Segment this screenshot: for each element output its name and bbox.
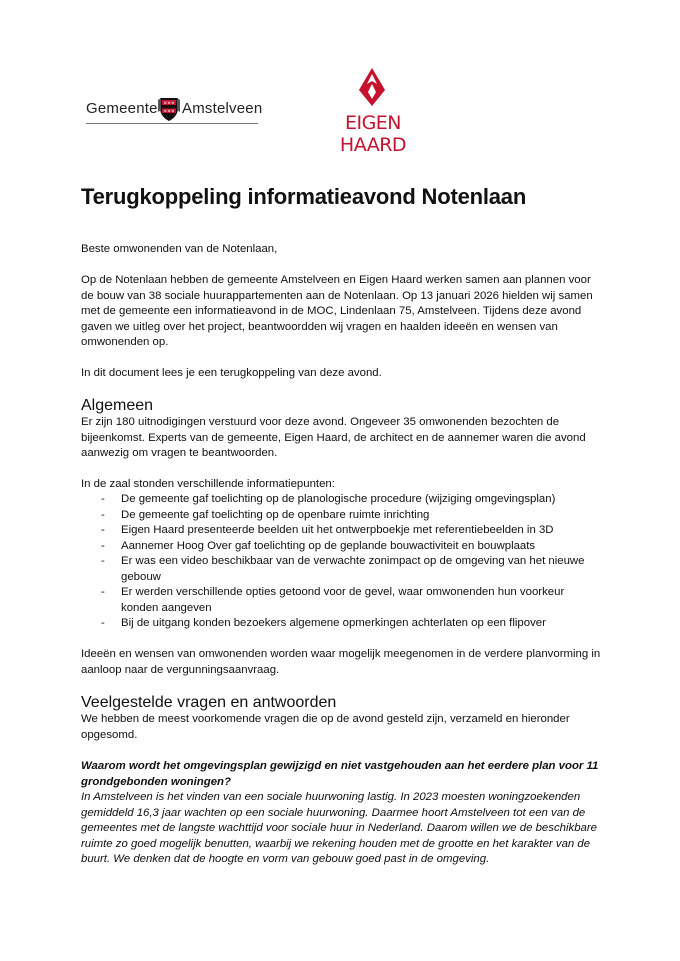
- list-item-text: Eigen Haard presenteerde beelden uit het ontwerpboekje met referentiebeelden in 3D: [121, 524, 554, 536]
- logo-underline: [86, 123, 258, 124]
- algemeen-closing: Ideeën en wensen van omwonenden worden waar mogelijk meegenomen in de verdere planvorming in aanloop naar de vergunningsaanvraag.: [81, 648, 601, 676]
- section-heading-faq: Veelgestelde vragen en antwoorden: [81, 694, 337, 711]
- list-item-text: Er werden verschillende opties getoond voor de gevel, waar omwonenden hun voorkeur konden aangeven: [121, 586, 565, 614]
- bullet-dash: -: [101, 508, 105, 521]
- coat-of-arms-icon: [158, 96, 180, 122]
- list-item-text: De gemeente gaf toelichting op de openbare ruimte inrichting: [121, 508, 430, 521]
- logo-text-amstelveen: Amstelveen: [182, 100, 263, 117]
- list-item: [81, 585, 601, 616]
- bullet-dash: -: [101, 586, 105, 598]
- svg-text:✕✕✕: ✕✕✕: [163, 101, 175, 107]
- faq-answer-1: In Amstelveen is het vinden van een sociale huurwoning lastig. In 2023 moesten woningzoekenden gemiddeld 16,3 jaar wachten op een sociale huurwoning. Daarmee hoort Amstelveen tot een van de gemeentes met de langste wachttijd voor sociale huur in Nederland. Daarom willen we de beschikbare ruimte zo goed mogelijk benutten, waarbij we rekening houden met de grootte en het karakter van de buurt. We denken dat de hoogte en vorm van gebouw goed past in de omgeving.: [81, 791, 598, 865]
- eigen-haard-logo: [311, 68, 435, 156]
- list-item: [81, 616, 601, 632]
- faq-intro: We hebben de meest voorkomende vragen die op de avond gesteld zijn, verzameld en hieronder opgesomd.: [81, 713, 570, 741]
- intro-closing: In dit document lees je een terugkoppeling van deze avond.: [81, 367, 382, 379]
- bullet-dash: -: [101, 524, 105, 536]
- flame-icon: [359, 68, 385, 106]
- list-item-text: Bij de uitgang konden bezoekers algemene opmerkingen achterlaten op een flipover: [121, 617, 546, 629]
- list-item-text: De gemeente gaf toelichting op de planologische procedure (wijziging omgevingsplan): [121, 493, 556, 505]
- algemeen-paragraph: Er zijn 180 uitnodigingen verstuurd voor deze avond. Ongeveer 35 omwonenden bezochten de bijeenkomst. Experts van de gemeente, Eigen Haard, de architect en de aannemer waren die avond aanwezig om vragen te beantwoorden.: [81, 416, 586, 459]
- bullet-dash: -: [101, 539, 105, 552]
- page-title: Terugkoppeling informatieavond Notenlaan: [81, 184, 527, 209]
- bullet-dash: -: [101, 493, 105, 505]
- list-item-text: Er was een video beschikbaar van de verwachte zonimpact op de omgeving van het nieuwe gebouw: [121, 555, 585, 583]
- list-item: [81, 508, 601, 524]
- logo-text-gemeente: Gemeente: [86, 100, 158, 117]
- section-heading-algemeen: Algemeen: [81, 397, 154, 414]
- list-item: [81, 523, 601, 539]
- list-item: [81, 554, 601, 585]
- list-item: [81, 539, 601, 555]
- informatiepunten-list: [81, 492, 601, 632]
- greeting: Beste omwonenden van de Notenlaan,: [81, 243, 278, 255]
- svg-text:✕✕✕: ✕✕✕: [163, 109, 175, 115]
- informatiepunten-intro: In de zaal stonden verschillende informatiepunten:: [81, 478, 335, 490]
- eigen-haard-wordmark: EIGEN HAARD: [339, 112, 407, 156]
- intro-paragraph: Op de Notenlaan hebben de gemeente Amstelveen en Eigen Haard werken samen aan plannen voor de bouw van 38 sociale huurappartementen aan de Notenlaan. Op 13 januari 2026 hielden wij samen met de gemeente een informatieavond in de MOC, Lindenlaan 75, Amstelveen. Tijdens deze avond gaven we uitleg over het project, beantwoordden wij vragen en haalden ideeën en wensen van omwonenden op.: [81, 274, 593, 348]
- faq-question-1: Waarom wordt het omgevingsplan gewijzigd en niet vastgehouden aan het eerdere plan voor 11 grondgebonden woningen?: [81, 760, 599, 788]
- list-item-text: Aannemer Hoog Over gaf toelichting op de geplande bouwactiviteit en bouwplaats: [121, 539, 536, 552]
- list-item: [81, 492, 601, 508]
- gemeente-amstelveen-logo: [86, 96, 263, 126]
- bullet-dash: -: [101, 617, 105, 629]
- bullet-dash: -: [101, 555, 105, 567]
